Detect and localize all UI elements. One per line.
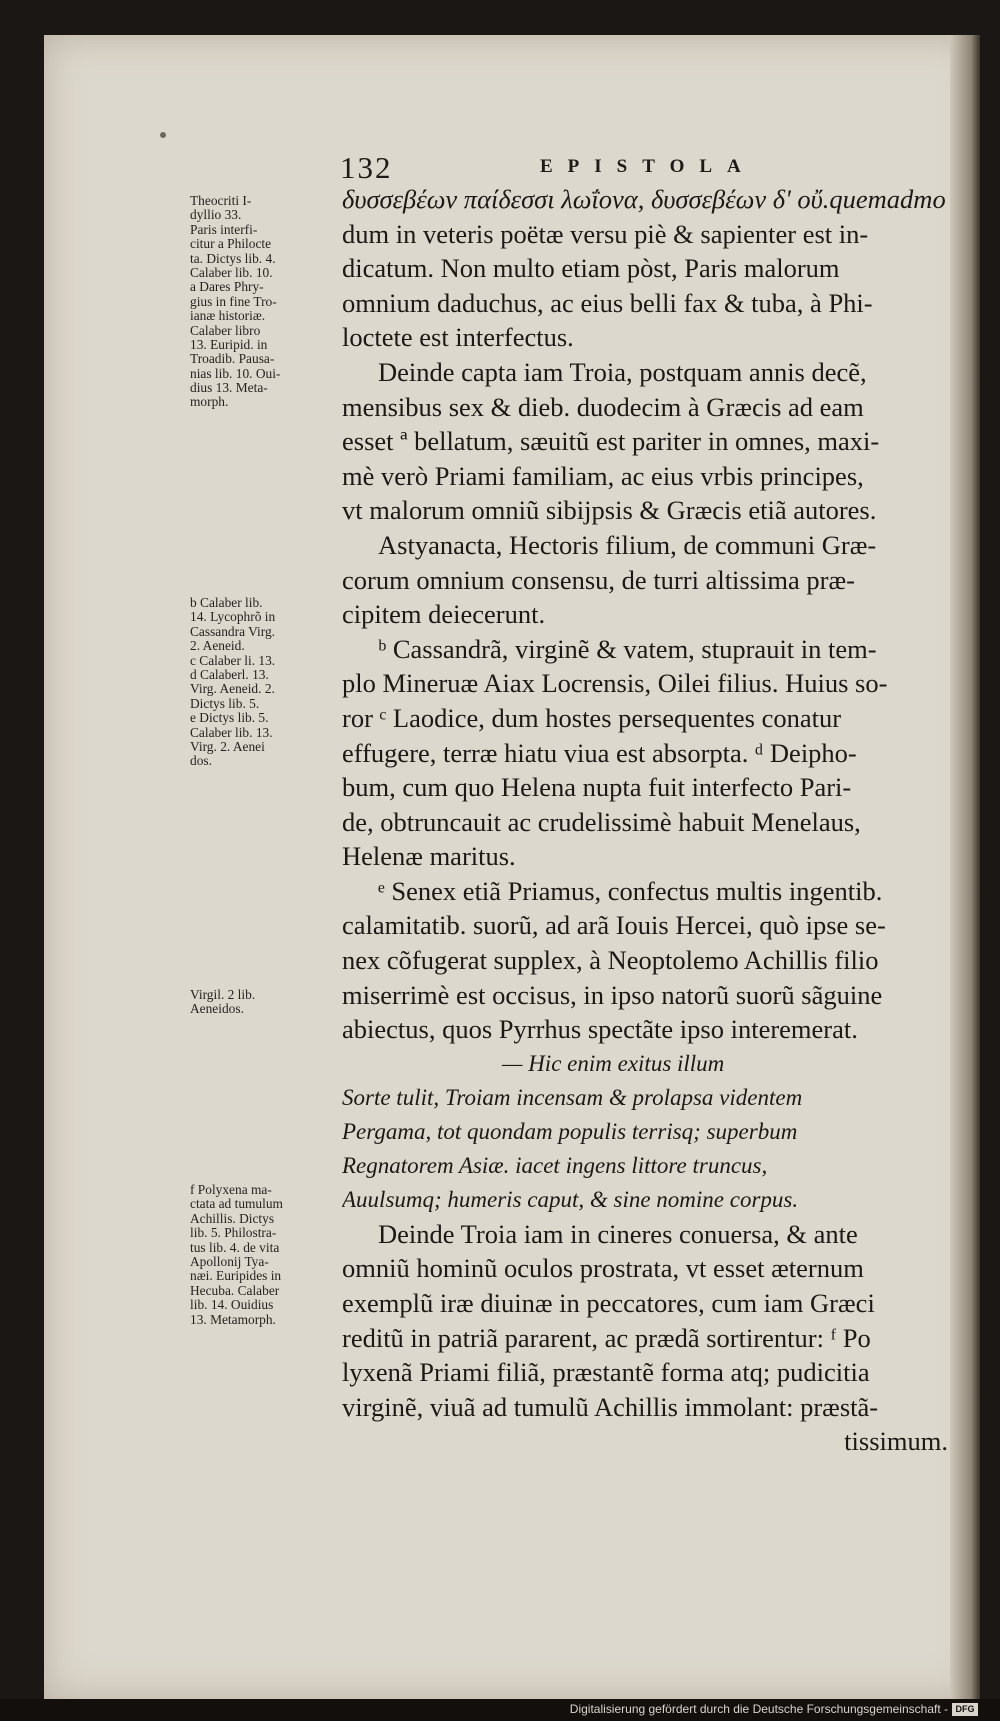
text-line: dicatum. Non multo etiam pòst, Paris malorum [342, 253, 840, 284]
text-line: Pergama, tot quondam populis terrisq; superbum [342, 1118, 798, 1144]
text-line: vt malorum omniũ sibijpsis & Græcis etiã autores. [342, 495, 877, 526]
margin-note-line: 13. Euripid. in [190, 337, 268, 352]
margin-note-line: 13. Metamorph. [190, 1312, 276, 1327]
page-number: 132 [340, 150, 393, 185]
text-line: Sorte tulit, Troiam incensam & prolapsa videntem [342, 1084, 803, 1110]
margin-note-line: citur a Philocte [190, 237, 272, 252]
margin-note-line: dyllio 33. [190, 208, 242, 223]
margin-note-line: nias lib. 10. Oui- [190, 366, 281, 381]
margin-note-line: c Calaber li. 13. [190, 653, 276, 668]
margin-note-line: ta. Dictys lib. 4. [190, 251, 276, 266]
margin-note-line: ianæ historiæ. [190, 309, 266, 324]
text-line: esset ª bellatum, sæuitũ est pariter in omnes, maxi- [342, 426, 880, 457]
text-line: mè verò Priami familiam, ac eius vrbis principes, [342, 460, 864, 491]
text-line: effugere, terræ hiatu viua est absorpta. ᵈ Deipho- [342, 737, 857, 768]
text-line: lyxenã Priami filiã, præstantẽ forma atq; pudicitia [342, 1357, 870, 1388]
running-head: EPISTOLA [540, 156, 756, 177]
text-line: tissimum. [844, 1426, 948, 1457]
text-line: Auulsumq; humeris caput, & sine nomine corpus. [342, 1186, 799, 1212]
text-line: virginẽ, viuã ad tumulũ Achillis immolant: præstã- [342, 1391, 879, 1422]
margin-note-theocritus [190, 194, 318, 410]
margin-note-line: næi. Euripides in [190, 1269, 282, 1284]
margin-note-line: Theocriti I- [190, 194, 252, 208]
margin-note-line: Calaber lib. 10. [190, 265, 273, 280]
margin-note-line: Paris interfi- [190, 222, 258, 237]
margin-note-line: Virg. 2. Aenei [190, 739, 265, 754]
margin-note-virgil [190, 988, 318, 1017]
margin-note-line: dos. [190, 754, 212, 769]
text-line: loctete est interfectus. [342, 322, 574, 353]
margin-note-line: Virg. Aeneid. 2. [190, 682, 275, 697]
text-line: mensibus sex & dieb. duodecim à Græcis ad eam [342, 391, 864, 422]
text-line: plo Mineruæ Aiax Locrensis, Oilei filius. Huius so- [342, 668, 888, 699]
margin-note-line: Apollonij Tya- [190, 1254, 269, 1269]
margin-note-line: lib. 5. Philostra- [190, 1226, 277, 1241]
text-line: ᵇ Cassandrã, virginẽ & vatem, stuprauit in tem- [378, 633, 877, 664]
margin-note-line: Cassandra Virg. [190, 624, 275, 639]
margin-note-line: Calaber libro [190, 323, 261, 338]
text-line: Deinde Troia iam in cineres conuersa, & ante [378, 1218, 858, 1249]
text-line: corum omnium consensu, de turri altissima præ- [342, 564, 855, 595]
text-line: δυσσεβέων παίδεσσι λωΐονα, δυσσεβέων δ' οὔ.quemadmo [342, 184, 946, 214]
text-line: bum, cum quo Helena nupta fuit interfecto Pari- [342, 772, 852, 803]
text-line: ror ᶜ Laodice, dum hostes persequentes conatur [342, 702, 842, 733]
margin-note-line: e Dictys lib. 5. [190, 711, 269, 726]
margin-note-line: 2. Aeneid. [190, 639, 245, 654]
margin-note-line: Achillis. Dictys [190, 1211, 275, 1226]
text-line: omnium daduchus, ac eius belli fax & tuba, à Phi- [342, 287, 873, 318]
text-line: miserrimè est occisus, in ipso natorũ suorũ sãguine [342, 979, 883, 1010]
margin-note-polyxena [190, 1183, 318, 1327]
text-line: ᵉ Senex etiã Priamus, confectus multis ingentib. [378, 875, 883, 906]
margin-note-line: d Calaberl. 13. [190, 667, 269, 682]
text-line: reditũ in patriã pararent, ac prædã sortirentur: ᶠ Po [342, 1322, 871, 1353]
text-line: dum in veteris poëtæ versu piè & sapienter est in- [342, 218, 869, 249]
margin-note-line: morph. [190, 395, 229, 410]
margin-note-line: f Polyxena ma- [190, 1183, 272, 1197]
margin-note-line: gius in fine Tro- [190, 294, 277, 309]
margin-note-line: ctata ad tumulum [190, 1197, 283, 1212]
text-line: Helenæ maritus. [342, 841, 516, 872]
page-edge-shadow [950, 35, 980, 1699]
margin-note-line: a Dares Phry- [190, 280, 264, 295]
text-line: Astyanacta, Hectoris filium, de communi Græ- [378, 529, 877, 560]
margin-note-line: 14. Lycophrõ in [190, 610, 276, 625]
text-line: calamitatib. suorũ, ad arã Iouis Hercei, quò ipse se- [342, 910, 886, 941]
margin-note-calaber [190, 596, 318, 769]
text-line: Regnatorem Asiæ. iacet ingens littore truncus, [342, 1152, 768, 1178]
text-line: exemplũ iræ diuinæ in peccatores, cum iam Græci [342, 1288, 875, 1319]
margin-note-line: b Calaber lib. [190, 596, 263, 610]
margin-note-line: dius 13. Meta- [190, 381, 268, 396]
margin-note-line: Dictys lib. 5. [190, 696, 260, 711]
page-header [340, 150, 900, 184]
margin-note-line: Aeneidos. [190, 1002, 244, 1017]
text-line: de, obtruncauit ac crudelissimè habuit Menelaus, [342, 806, 861, 837]
main-text-block [342, 182, 954, 1459]
margin-note-line: Hecuba. Calaber [190, 1283, 280, 1298]
margin-note-line: Virgil. 2 lib. [190, 988, 256, 1002]
text-line: cipitem deiecerunt. [342, 599, 546, 630]
margin-note-line: Calaber lib. 13. [190, 725, 273, 740]
footer-bar [0, 1699, 1000, 1721]
text-line: abiectus, quos Pyrrhus spectãte ipso interemerat. [342, 1014, 858, 1045]
text-line: nex cõfugerat supplex, à Neoptolemo Achillis filio [342, 945, 879, 976]
text-line: omniũ hominũ oculos prostrata, vt esset æternum [342, 1253, 864, 1284]
page-mark [160, 132, 166, 138]
footer-credit: Digitalisierung gefördert durch die Deutsche Forschungsgemeinschaft - [569, 1702, 948, 1716]
dfg-logo: DFG [952, 1703, 978, 1716]
text-line: Deinde capta iam Troia, postquam annis decẽ, [378, 356, 867, 387]
margin-note-line: lib. 14. Ouidius [190, 1298, 274, 1313]
margin-note-line: tus lib. 4. de vita [190, 1240, 280, 1255]
margin-note-line: Troadib. Pausa- [190, 352, 275, 367]
text-line: — Hic enim exitus illum [502, 1050, 725, 1076]
